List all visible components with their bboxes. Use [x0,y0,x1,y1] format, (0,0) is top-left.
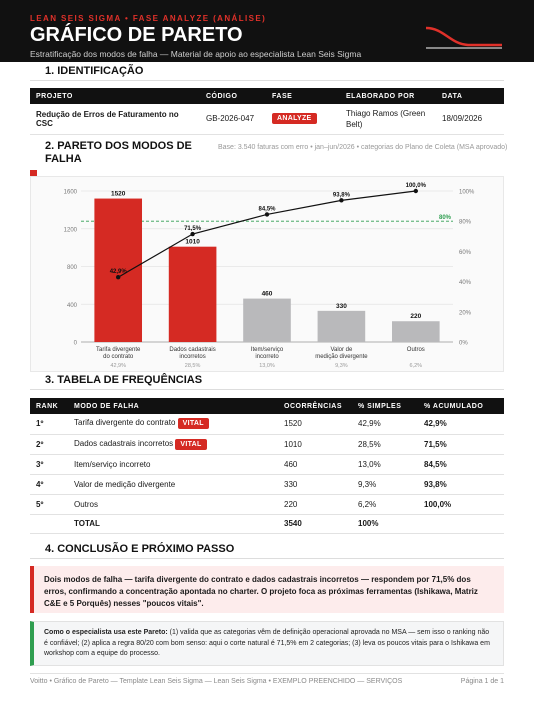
x-tick-label: do contrato [103,354,134,360]
cumulative-point [116,275,120,279]
rank-cell: 3º [30,454,68,474]
vital-badge: VITAL [175,439,206,450]
bar [243,299,291,342]
modo-label: Dados cadastrais incorretos [74,438,174,448]
total-spacer [30,514,68,533]
vital-badge: VITAL [178,418,209,429]
y-tick-label: 400 [66,302,77,309]
acumulado-cell: 71,5% [418,434,504,454]
table-row [30,434,504,454]
bar-value-label: 1520 [110,190,126,198]
modo-cell [68,494,278,514]
modo-cell [68,414,278,434]
y-tick-label: 1200 [63,227,77,234]
modo-label: Tarifa divergente do contrato [74,418,176,428]
ocorrencias-cell: 1520 [278,414,352,434]
cumulative-line [118,191,416,277]
col-header-projeto: PROJETO [30,88,200,104]
modo-label: Item/serviço incorreto [74,459,151,469]
conclusion-callout [30,566,504,613]
y2-tick-label: 60% [459,249,472,256]
tip-title: Como o especialista usa este Pareto: [44,629,168,636]
conclusion-text: Dois modos de falha — tarifa divergente do contrato e dados cadastrais incorretos — respondem por 71,5% dos erros, confirmando a concentração apontada no charter. O projeto foca as próximas ferramentas (Ishikawa, Matriz C&E e 5 Porquês) nesses "poucos vitais". [44,575,478,608]
col-header-codigo: CÓDIGO [200,88,266,104]
cumulative-point [414,189,418,193]
data-value: 18/09/2026 [436,104,504,134]
acumulado-cell: 93,8% [418,474,504,494]
rank-cell: 5º [30,494,68,514]
section-divider [30,389,504,390]
cumulative-point [339,198,343,202]
x-tick-label: incorretos [179,354,206,360]
frequencias-table [30,398,504,534]
percent-simple-label: 28,5% [184,363,201,369]
y2-tick-label: 40% [459,280,472,287]
footer-page-number: Página 1 de 1 [460,678,504,685]
x-tick-label: incorreto [255,354,279,360]
simples-cell: 28,5% [352,434,418,454]
total-simples: 100% [352,514,418,533]
percent-simple-label: 13,0% [259,363,275,369]
col-header-rank: RANK [30,398,68,414]
acumulado-cell: 84,5% [418,454,504,474]
section-title-frequencias: 3. TABELA DE FREQUÊNCIAS [45,374,203,386]
bar [392,321,440,342]
modo-cell [68,454,278,474]
simples-cell: 6,2% [352,494,418,514]
col-header-acumulado: % ACUMULADO [418,398,504,414]
x-tick-label: Dados cadastrais [169,347,216,353]
page-header [0,0,534,62]
ocorrencias-cell: 330 [278,474,352,494]
cumulative-label: 100,0% [405,183,426,189]
col-header-modo: MODO DE FALHA [68,398,278,414]
col-header-fase: FASE [266,88,340,104]
col-header-ocorrencias: OCORRÊNCIAS [278,398,352,414]
y-tick-label: 800 [66,265,77,271]
col-header-simples: % SIMPLES [352,398,418,414]
bar [169,247,217,342]
elaborado-value: Thiago Ramos (Green Belt) [340,104,436,134]
fase-cell [266,104,340,134]
section-title-conclusao: 4. CONCLUSÃO E PRÓXIMO PASSO [45,543,235,555]
y2-tick-label: 20% [459,310,472,317]
x-tick-label: medição divergente [315,354,368,360]
rank-cell: 2º [30,434,68,454]
x-tick-label: Item/serviço [250,347,284,353]
table-row [30,494,504,514]
percent-simple-label: 6,2% [409,363,423,369]
ocorrencias-cell: 220 [278,494,352,514]
x-tick-label: Outros [406,347,425,353]
codigo-value: GB-2026-047 [200,104,266,134]
rank-cell: 4º [30,474,68,494]
total-label: TOTAL [68,514,278,533]
section-divider [30,80,504,81]
simples-cell: 9,3% [352,474,418,494]
y-tick-label: 0 [73,340,77,347]
cumulative-point [190,232,194,236]
bar [318,311,366,342]
pareto-chart [30,176,504,372]
modo-cell [68,434,278,454]
percent-simple-label: 9,3% [335,363,348,369]
threshold-label: 80% [438,215,451,222]
identificacao-table [30,88,504,135]
table-row [30,474,504,494]
page-subtitle: Estratificação dos modos de falha — Material de apoio ao especialista Lean Seis Sigma [30,49,362,59]
acumulado-cell: 100,0% [418,494,504,514]
specialist-tip-callout [30,621,504,666]
acumulado-cell: 42,9% [418,414,504,434]
fase-badge: ANALYZE [272,113,317,124]
modo-label: Outros [74,499,99,509]
pareto-base-note: Base: 3.540 faturas com erro • jan–jun/2026 • categorias do Plano de Coleta (MSA aprovado) [218,144,508,151]
cumulative-label: 42,9% [109,269,127,276]
bar-value-label: 220 [410,313,422,321]
total-ocorrencias: 3540 [278,514,352,533]
table-row [30,414,504,434]
col-header-data: DATA [436,88,504,104]
table-row [30,454,504,474]
simples-cell: 13,0% [352,454,418,474]
section-divider [30,558,504,559]
modo-label: Valor de medição divergente [74,479,176,489]
y2-tick-label: 0% [459,340,468,347]
total-spacer [418,514,504,533]
y-tick-label: 1600 [63,189,77,196]
section-title-identificacao: 1. IDENTIFICAÇÃO [45,65,144,77]
ocorrencias-cell: 460 [278,454,352,474]
y2-tick-label: 100% [459,189,475,196]
footer-left: Voitto • Gráfico de Pareto — Template Lean Seis Sigma — Lean Seis Sigma • EXEMPLO PREENCHIDO — SERVIÇOS [30,678,403,685]
x-tick-label: Valor de [330,347,353,353]
bar-value-label: 1010 [185,238,200,246]
cumulative-label: 93,8% [332,192,350,199]
header-kicker: LEAN SEIS SIGMA • FASE ANALYZE (ANÁLISE) [30,14,267,23]
section-title-pareto: 2. PARETO DOS MODOS DE FALHA [45,140,192,165]
projeto-value: Redução de Erros de Faturamento no CSC [30,104,200,134]
cumulative-point [265,212,269,216]
cumulative-label: 71,5% [184,226,202,233]
pareto-chart-svg [31,177,505,373]
percent-simple-label: 42,9% [110,363,127,369]
x-tick-label: Tarifa divergente [96,347,141,353]
y2-tick-label: 80% [459,219,472,226]
cumulative-label: 84,5% [258,206,276,213]
footer-divider [30,673,504,674]
bar-value-label: 460 [261,290,273,298]
tip-text: (1) valida que as categorias vêm de definição operacional aprovada no MSA — sem isso o ranking não é confiável; (2) aplica a regra 80/20 com bom senso: aqui o corte natural é 71,5% em 2 categorias; (3) leva os poucos vitais para o Ishikawa em workshop com a equipe do processo. [44,629,490,657]
modo-cell [68,474,278,494]
bar-value-label: 330 [335,302,347,310]
ocorrencias-cell: 1010 [278,434,352,454]
col-header-elaborado: ELABORADO POR [340,88,436,104]
simples-cell: 42,9% [352,414,418,434]
rank-cell: 1º [30,414,68,434]
page-title: GRÁFICO DE PARETO [30,24,243,46]
total-row [30,514,504,533]
pareto-curve-logo-icon [424,24,504,50]
